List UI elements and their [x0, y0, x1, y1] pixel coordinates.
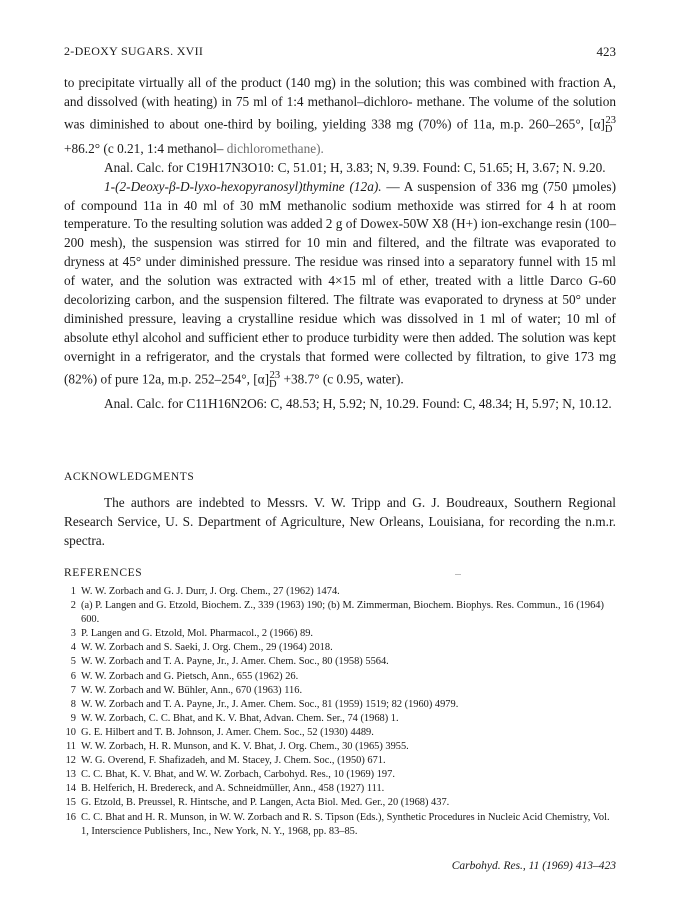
reference-text: C. C. Bhat, K. V. Bhat, and W. W. Zorbach, Carbohyd. Res., 10 (1969) 197. — [81, 769, 395, 781]
analysis-text: Anal. Calc. for C11H16N2O6: C, 48.53; H, 5.92; N, 10.29. Found: C, 48.34; — [104, 395, 513, 411]
reference-number: 14 — [65, 783, 76, 795]
reference-item — [64, 641, 616, 655]
reference-number: 5 — [70, 656, 76, 668]
reference-item — [64, 712, 616, 726]
journal-citation: Carbohyd. Res., 11 (1969) 413–423 — [451, 860, 616, 872]
reference-item — [64, 811, 616, 839]
reference-item — [64, 599, 616, 627]
page-header — [64, 44, 616, 62]
reference-number: 16 — [65, 811, 76, 823]
reference-number: 7 — [70, 684, 76, 696]
reference-number: 2 — [70, 600, 76, 612]
reference-text: W. W. Zorbach and G. Pietsch, Ann., 655 (1962) 26. — [81, 670, 299, 682]
reference-list — [64, 585, 616, 839]
reference-text: G. E. Hilbert and T. B. Johnson, J. Amer. Chem. Soc., 52 (1930) 4489. — [81, 726, 374, 738]
reference-number: 9 — [70, 712, 76, 724]
page-number: 423 — [596, 44, 616, 59]
reference-text: P. Langen and G. Etzold, Mol. Pharmacol., 2 (1966) 89. — [81, 628, 314, 640]
reference-item — [64, 655, 616, 669]
reference-number: 4 — [70, 642, 76, 654]
analysis-1 — [64, 159, 616, 178]
acknowledgments-heading: ACKNOWLEDGMENTS — [64, 471, 195, 483]
reference-item — [64, 670, 616, 684]
reference-item — [64, 782, 616, 796]
reference-item — [64, 740, 616, 754]
analysis-text: H, 5.97; N, 10.12. — [515, 395, 612, 411]
acknowledgments-text: The authors are indebted to Messrs. V. W. Tripp and G. J. Boudreaux, Southern Regional Research Service, U. S. Department of Agriculture, New Orleans, Louisiana, for recording the n.m.r. spectra. — [64, 495, 616, 548]
reference-item — [64, 627, 616, 641]
reference-item — [64, 768, 616, 782]
running-title: 2-DEOXY SUGARS. XVII — [64, 44, 204, 58]
reference-text: W. W. Zorbach and T. A. Payne, Jr., J. Amer. Chem. Soc., 80 (1958) 5564. — [81, 656, 389, 668]
analysis-text: H, 3.67; N. 9.20. — [516, 159, 606, 175]
compound-12a-paragraph: 1-(2-Deoxy-β-D-lyxo-hexopyranosyl)thymine (12a). — A suspension of 336 mg (750 µmoles) of compound 11a in 40 ml of 30 mM methanolic sodium methoxide was stirred for 4 h at room temperature. To the resulting solution was added 2 g of Dowex-50W X8 (H+) ion-exchange resin (100–200 mesh), the suspension was stirred for 10 min and filtered, and the filtrate was evaporated to dryness at 45° under diminished pressure. The residue was rinsed into a separatory funnel with 15 ml of water, and the solution was extracted with 4×15 ml of ether, treated with a little Darco G-60 decolorizing carbon, and the suspension filtered. The filtrate was evaporated to dryness at 50° under diminished pressure, leaving a crystalline residue which was dissolved in 1 ml of water; 10 ml of absolute ethyl alcohol and sufficient ether to produce turbidity were then added. The solution was kept overnight in a refrigerator, and the crystals that formed were collected by filtration, to give 173 mg (82%) of pure 12a, m.p. 252–254°, $[\alpha]_D^{23} +38.7^\circ$ (c 0.95, water). — [64, 178, 616, 390]
reference-item — [64, 726, 616, 740]
reference-text: W. G. Overend, F. Shafizadeh, and M. Stacey, J. Chem. Soc., (1950) 671. — [81, 755, 386, 767]
compound-heading: 1-(2-Deoxy-β-D-lyxo-hexopyranosyl)thymine (12a). — [104, 178, 382, 194]
reference-item — [64, 684, 616, 698]
reference-text: C. C. Bhat and H. R. Munson, in W. W. Zorbach and R. S. Tipson (Eds.), Synthetic Procedures in Nucleic Acid Chemistry, Vol. 1, Interscience Publishers, Inc., New York, N. Y., 1968, pp. 83–85. — [81, 811, 610, 837]
text-line: yielding 338 mg (70%) of 11a, m.p. 260–265°, [α] — [322, 116, 605, 132]
procedure-text: — A suspension of 336 mg (750 µmoles) of compound 11a in 40 ml of 30 mM methanolic sodium methoxide was stirred for 4 h at room temperature. To the resulting solution was added 2 g of Dowex-50W X8 (H+) ion-exchange resin (100–200 mesh), the suspension was stirred for 10 min and filtered, and the filtrate was evaporated to dryness at 45° under diminished pressure. The residue was rinsed into a separatory funnel with 15 ml of water, and the solution was extracted with 4×15 ml of ether, treated with a little Darco G-60 decolorizing carbon, and the suspension filtered. The filtrate was evaporated to dryness at 50° under diminished pressure, leaving a crystalline residue which was dissolved in 1 ml of water; 10 ml of absolute ethyl alcohol and sufficient ether to produce turbidity were then added. The solution was kept overnight in a refrigerator, and the crystals that formed were collected by filtration, to give 173 mg (82%) of pure 12a, m.p. 252–254°, [α] — [64, 178, 616, 387]
paragraph-continuation: to precipitate virtually all of the product (140 mg) in the solution; this was combined with fraction A, and dissolved (with heating) in 75 ml of 1:4 methanol–dichloro- methane. The volume of the solution was diminished to about one-third by boiling, yielding 338 mg (70%) of 11a, m.p. 260–265°, $[\alpha]_D^{23} +86.2^\circ$ (c 0.21, 1:4 methanol– dichloromethane). — [64, 75, 616, 156]
text-line: to precipitate virtually all of the product (140 mg) in the solution; this was combined — [64, 75, 527, 90]
reference-text: W. W. Zorbach, C. C. Bhat, and K. V. Bhat, Advan. Chem. Ser., 74 (1968) 1. — [81, 712, 399, 724]
main-text — [64, 74, 616, 414]
reference-item — [64, 585, 616, 599]
text-line: with fraction A, and dissolved (with heating) in 75 ml of 1:4 methanol–dichloro- — [64, 75, 616, 109]
reference-text: (a) P. Langen and G. Etzold, Biochem. Z., 339 (1963) 190; (b) M. Zimmerman, Biochem. Biophys. Res. Commun., 16 (1964) 600. — [81, 600, 604, 626]
stray-mark — [455, 574, 461, 575]
reference-text: W. W. Zorbach, H. R. Munson, and K. V. Bhat, J. Org. Chem., 30 (1965) 3955. — [81, 741, 409, 753]
procedure-end: +38.7° (c 0.95, water). — [280, 371, 404, 387]
text-line: dichloromethane). — [226, 140, 324, 156]
reference-number: 3 — [70, 628, 76, 640]
reference-text: W. W. Zorbach and S. Saeki, J. Org. Chem., 29 (1964) 2018. — [81, 642, 333, 654]
analysis-text: Anal. Calc. for C19H17N3O10: C, 51.01; H, 3.83; N, 9.39. Found: C, 51.65; — [104, 159, 513, 175]
analysis-2 — [64, 395, 616, 414]
acknowledgments-section — [64, 494, 616, 551]
reference-text: W. W. Zorbach and W. Bühler, Ann., 670 (1963) 116. — [81, 684, 303, 696]
reference-text: W. W. Zorbach and G. J. Durr, J. Org. Chem., 27 (1962) 1474. — [81, 586, 340, 597]
reference-number: 10 — [65, 726, 76, 738]
reference-item — [64, 754, 616, 768]
references-heading: REFERENCES — [64, 567, 143, 579]
reference-number: 15 — [65, 797, 76, 809]
reference-item — [64, 796, 616, 810]
reference-item — [64, 698, 616, 712]
reference-text: B. Helferich, H. Bredereck, and A. Schneidmüller, Ann., 458 (1927) 111. — [81, 783, 385, 795]
text-line: methane. The volume of the solution was diminished to about one-third by boiling, — [64, 93, 616, 132]
reference-number: 12 — [65, 755, 76, 767]
reference-number: 11 — [65, 741, 76, 753]
reference-text: W. W. Zorbach and T. A. Payne, Jr., J. Amer. Chem. Soc., 81 (1959) 1519; 82 (1960) 4979. — [81, 698, 459, 710]
reference-text: G. Etzold, B. Preussel, R. Hintsche, and P. Langen, Acta Biol. Med. Ger., 20 (1968) 437. — [81, 797, 450, 809]
reference-number: 6 — [70, 670, 76, 682]
reference-number: 8 — [70, 698, 76, 710]
reference-number: 13 — [65, 769, 76, 781]
text-line: +86.2° (c 0.21, 1:4 methanol– — [64, 140, 224, 156]
reference-number: 1 — [70, 586, 76, 597]
